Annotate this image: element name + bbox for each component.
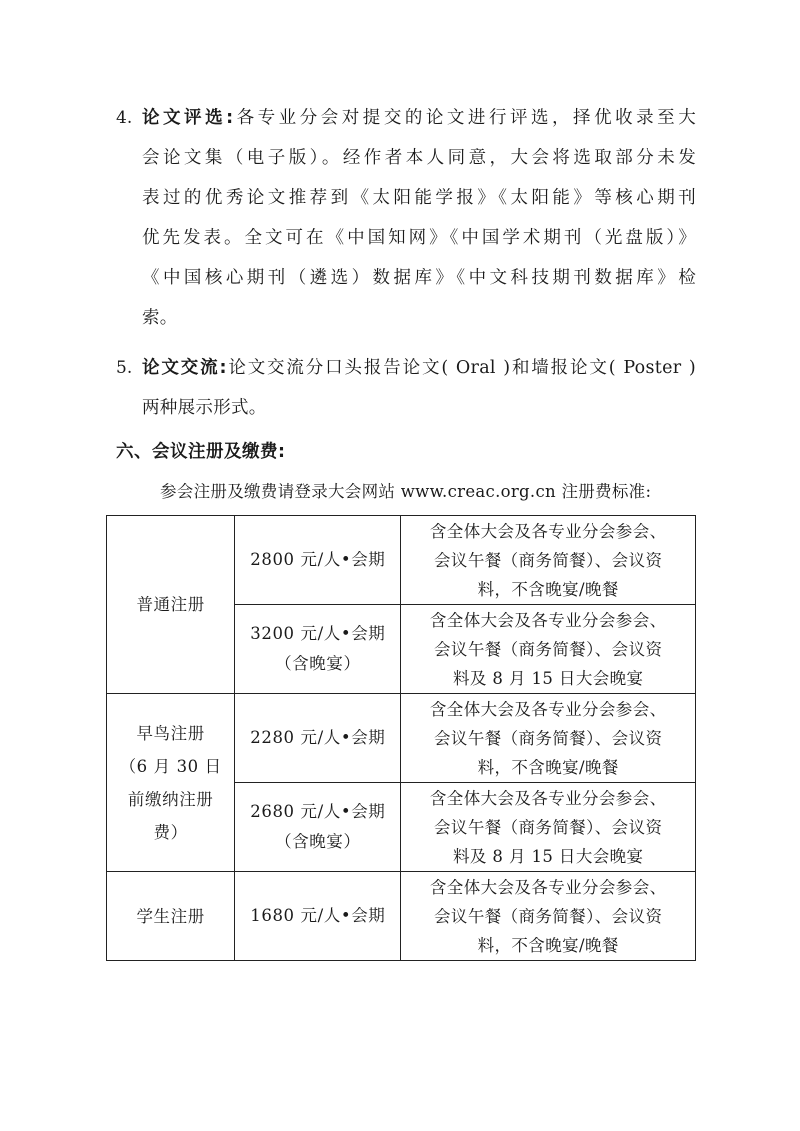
registration-type-text: 学生注册 [136,906,205,926]
paragraph-line: 表过的优秀论文推荐到《太阳能学报》《太阳能》等核心期刊 [142,188,696,208]
table-row [107,694,696,783]
description-text: 料及 8 月 15 日大会晚宴 [452,668,644,688]
description-cell [401,516,696,605]
description-text: 料，不含晚宴/晚餐 [477,579,619,599]
description-text: 含全体大会及各专业分会参会、 [429,788,667,808]
table-row [107,872,696,961]
registration-type-text: （6 月 30 日 [119,756,222,776]
price-cell [235,516,401,605]
paragraph-line: 索。 [142,308,178,328]
description-text: 会议午餐（商务简餐）、会议资 [434,906,663,926]
description-text: 含全体大会及各专业分会参会、 [429,877,667,897]
description-cell [401,694,696,783]
registration-type-text: 普通注册 [136,595,205,614]
description-cell [401,605,696,694]
description-text: 含全体大会及各专业分会参会、 [429,521,667,541]
description-text: 料，不含晚宴/晚餐 [477,757,619,777]
price-cell [235,872,401,961]
description-text: 含全体大会及各专业分会参会、 [429,699,667,719]
paragraph-line: 优先发表。全文可在《中国知网》《中国学术期刊（光盘版）》 [142,228,696,248]
section-heading: 六、会议注册及缴费: [116,442,286,462]
registration-type-text: 费） [153,822,188,842]
paragraph-line: 会论文集（电子版）。经作者本人同意，大会将选取部分未发 [142,148,696,168]
paragraph-line: 《中国核心期刊（遴选）数据库》《中文科技期刊数据库》检 [142,268,696,288]
description-text: 会议午餐（商务简餐）、会议资 [434,550,663,570]
registration-type-cell [107,872,235,961]
price-text: 2280 元/人•会期 [250,728,386,747]
item-label: 论文评选: [142,108,234,128]
registration-type-cell [107,516,235,694]
price-text: （含晚宴） [275,654,361,673]
price-text: 3200 元/人•会期 [250,624,386,643]
item-label: 论文交流: [142,358,227,378]
registration-type-text: 前缴纳注册 [127,789,214,809]
description-text: 会议午餐（商务简餐）、会议资 [434,728,663,748]
price-text: 2800 元/人•会期 [250,550,386,569]
description-text: 料及 8 月 15 日大会晚宴 [452,846,644,866]
list-number: 4. [116,108,133,128]
description-cell [401,783,696,872]
description-text: 会议午餐（商务简餐）、会议资 [434,817,663,837]
registration-intro: 参会注册及缴费请登录大会网站 www.creac.org.cn 注册费标准: [160,482,652,501]
list-number: 5. [116,358,133,378]
paragraph-line: 两种展示形式。 [142,398,267,418]
price-text: （含晚宴） [275,832,361,851]
price-cell [235,605,401,694]
description-text: 会议午餐（商务简餐）、会议资 [434,639,663,659]
price-text: 1680 元/人•会期 [250,906,386,925]
registration-fee-table [106,515,696,961]
list-item-paper-exchange [116,348,696,428]
paragraph-line: 论文评选:各专业分会对提交的论文进行评选，择优收录至大 [142,108,696,128]
price-cell [235,694,401,783]
registration-type-text: 早鸟注册 [136,723,205,743]
table-row [107,516,696,605]
registration-type-cell [107,694,235,872]
price-cell [235,783,401,872]
description-cell [401,872,696,961]
price-text: 2680 元/人•会期 [250,802,386,821]
description-text: 料，不含晚宴/晚餐 [477,935,619,955]
paragraph-line: 论文交流:论文交流分口头报告论文( Oral )和墙报论文( Poster ) [142,358,697,378]
description-text: 含全体大会及各专业分会参会、 [429,610,667,630]
list-item-paper-selection [116,98,696,338]
